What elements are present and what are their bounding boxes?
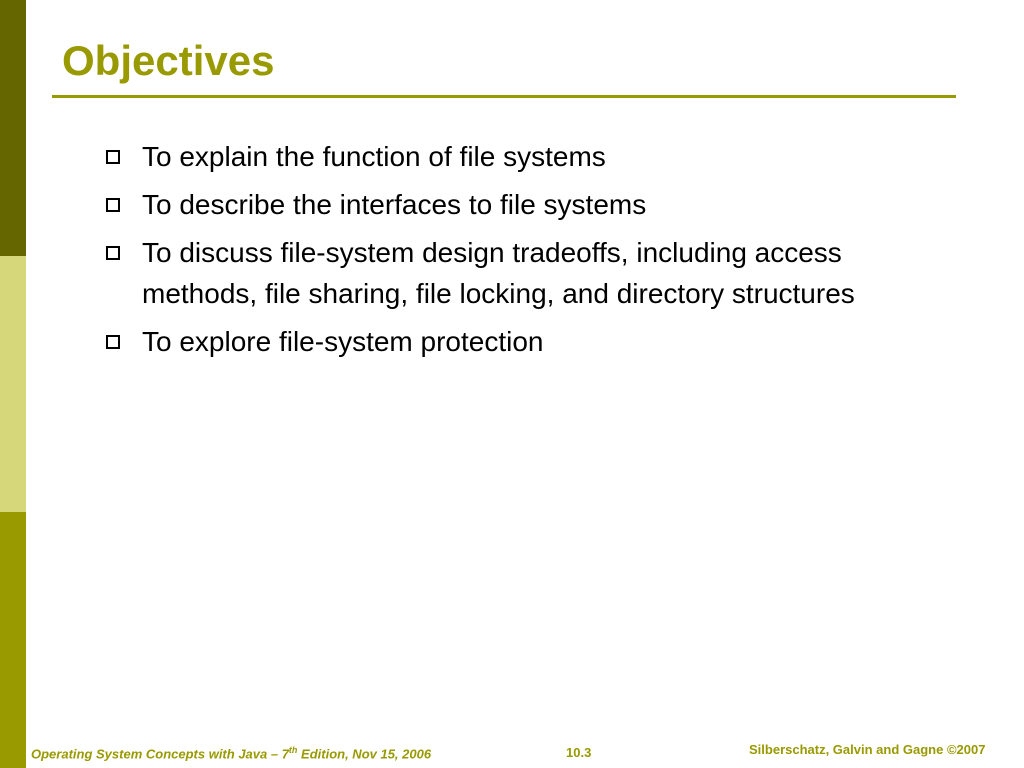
footer-edition-date: Edition, Nov 15, 2006 [297,746,432,762]
list-item [102,232,942,314]
hollow-square-bullet-icon [106,246,120,260]
hollow-square-bullet-icon [106,335,120,349]
slide-title: Objectives [62,37,275,84]
sidebar-stripe-top [0,0,26,256]
bullet-text: To explain the function of file systems [142,141,606,172]
footer-book-title-main: Operating System Concepts with Java – 7 [31,746,289,762]
list-item [102,184,942,225]
footer-edition-suffix: th [288,745,298,755]
title-underline [52,95,956,98]
footer-copyright: Silberschatz, Galvin and Gagne ©2007 [749,742,986,757]
list-item [102,321,942,362]
list-item [102,136,942,177]
hollow-square-bullet-icon [106,150,120,164]
sidebar-stripe-middle [0,256,26,512]
hollow-square-bullet-icon [106,198,120,212]
sidebar-stripe-bottom [0,512,26,768]
footer-page-number: 10.3 [566,745,592,760]
bullet-text: To describe the interfaces to file systems [142,189,647,220]
footer-book-title [31,745,431,761]
objectives-list [102,136,942,369]
bullet-text: To explore file-system protection [142,326,544,357]
bullet-text: To discuss file-system design tradeoffs, including access methods, file sharing, file locking, and directory structures [142,237,855,309]
